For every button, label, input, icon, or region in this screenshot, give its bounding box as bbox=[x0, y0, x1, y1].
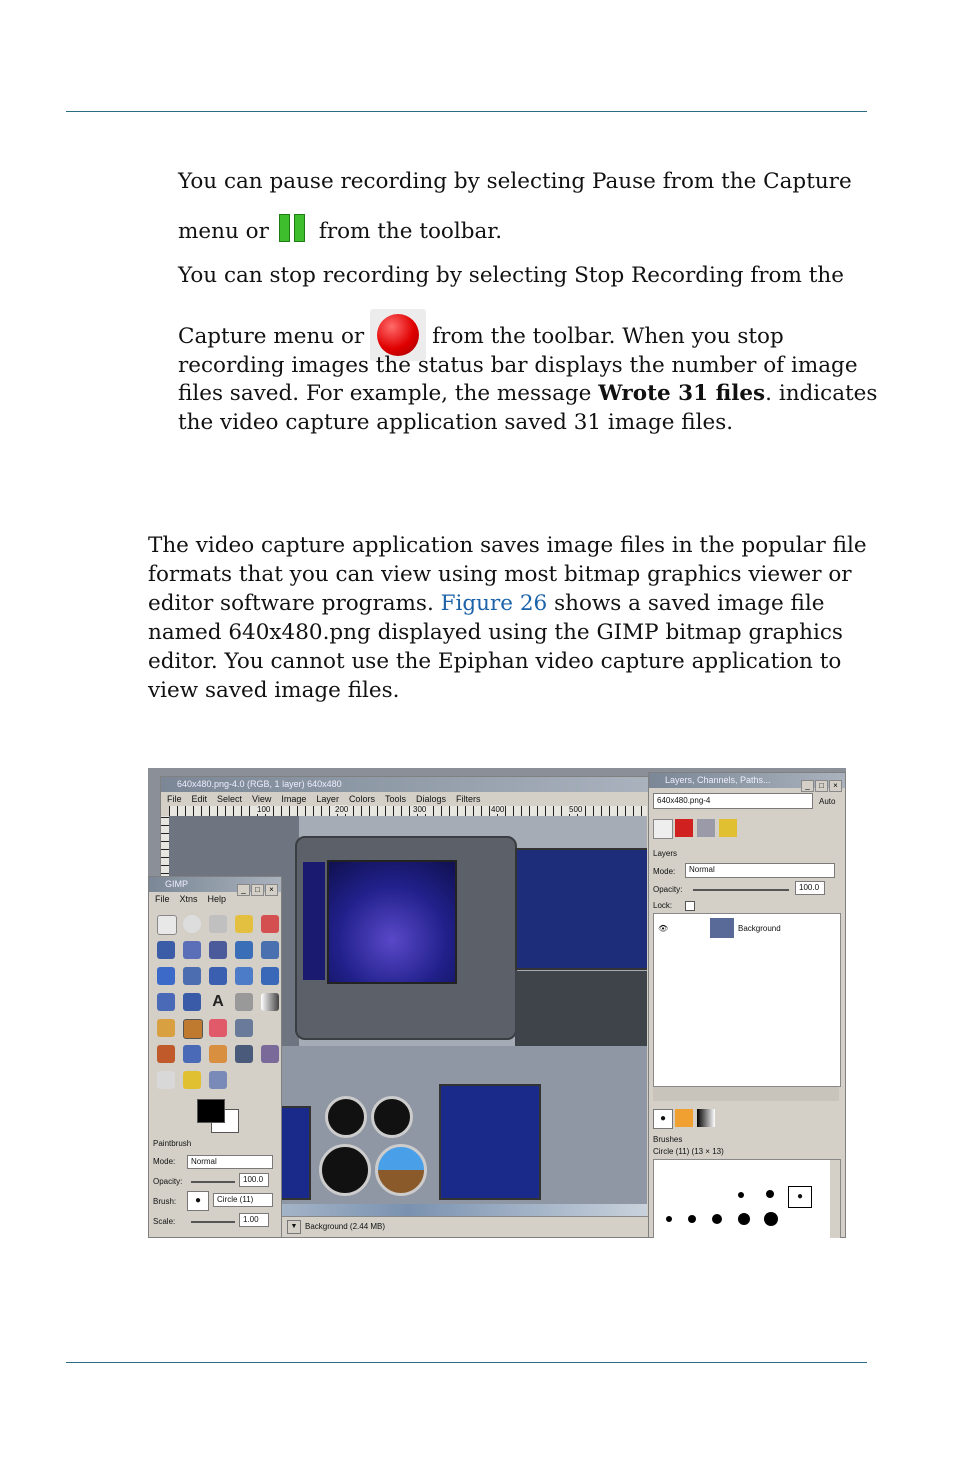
brush-dot-5[interactable] bbox=[764, 1212, 778, 1226]
bucket-fill-tool[interactable] bbox=[235, 993, 253, 1011]
layer-name: Background bbox=[738, 924, 781, 933]
rotate-tool[interactable] bbox=[209, 967, 227, 985]
ruler-mark-100: 100 bbox=[257, 805, 271, 814]
pause-paragraph-line1: You can pause recording by selecting Pause from the Capture bbox=[178, 169, 852, 194]
menu-edit[interactable]: Edit bbox=[191, 794, 208, 804]
eraser-tool[interactable] bbox=[209, 1019, 227, 1037]
layers-close-button[interactable]: × bbox=[829, 780, 842, 792]
tab-paths[interactable] bbox=[697, 819, 715, 837]
ruler-mark-200: 200 bbox=[335, 805, 349, 814]
wrote-files-message: Wrote 31 files bbox=[598, 381, 766, 406]
brush-color-swatches bbox=[653, 1109, 723, 1129]
menu-filters[interactable]: Filters bbox=[455, 794, 481, 804]
viewing-line3-post: shows a saved image file bbox=[547, 591, 825, 616]
ellipse-select-tool[interactable] bbox=[183, 915, 201, 933]
gauge-3 bbox=[319, 1144, 371, 1196]
gimp-screenshot-figure bbox=[148, 768, 846, 1238]
stop-line4-post: . indicates bbox=[765, 381, 878, 406]
opacity-slider[interactable] bbox=[191, 1181, 235, 1183]
swatch-orange[interactable] bbox=[675, 1109, 693, 1127]
opacity-label: Opacity: bbox=[153, 1177, 183, 1186]
text-tool[interactable]: A bbox=[212, 993, 224, 1010]
perspective-tool[interactable] bbox=[157, 993, 175, 1011]
viewing-paragraph-line4: named 640x480.png displayed using the GIMP bitmap graphics bbox=[148, 620, 843, 645]
opacity-field[interactable]: 100.0 bbox=[239, 1173, 269, 1187]
gauge-1 bbox=[325, 1096, 367, 1138]
viewing-paragraph-line1: The video capture application saves image files in the popular file bbox=[148, 533, 867, 558]
free-select-tool[interactable] bbox=[209, 915, 227, 933]
brush-dot-2[interactable] bbox=[688, 1215, 696, 1223]
eye-icon[interactable]: 👁 bbox=[658, 924, 669, 933]
viewing-paragraph-line6: view saved image files. bbox=[148, 678, 400, 703]
maximize-button[interactable]: □ bbox=[251, 884, 264, 896]
menu-view[interactable]: View bbox=[252, 794, 272, 804]
minimize-button[interactable]: _ bbox=[237, 884, 250, 896]
color-select-tool[interactable] bbox=[261, 915, 279, 933]
pause-line2-pre: menu or bbox=[178, 219, 269, 244]
brush-dot-4[interactable] bbox=[738, 1213, 750, 1225]
viewing-paragraph-line2: formats that you can view using most bitmap graphics viewer or bbox=[148, 562, 852, 587]
menu-select[interactable]: Select bbox=[217, 794, 243, 804]
clone-tool[interactable] bbox=[183, 1045, 201, 1063]
brush-label: Brush: bbox=[153, 1197, 177, 1206]
pause-icon bbox=[277, 214, 309, 242]
layer-buttons-bar bbox=[653, 1087, 839, 1101]
toolbox-window-buttons bbox=[236, 879, 278, 897]
stop-paragraph-line5: the video capture application saved 31 image files. bbox=[178, 410, 734, 435]
gps-screen bbox=[327, 860, 457, 984]
layers-label: Layers bbox=[653, 849, 678, 858]
paintbrush-tool[interactable] bbox=[183, 1019, 203, 1039]
image-select[interactable]: 640x480.png-4 bbox=[653, 793, 813, 809]
gps-left-strip bbox=[303, 862, 325, 980]
color-picker-tool[interactable] bbox=[209, 941, 227, 959]
stop-paragraph-line4 bbox=[178, 379, 877, 408]
tab-channels[interactable] bbox=[675, 819, 693, 837]
brush-dot-1[interactable] bbox=[666, 1216, 672, 1222]
stop-line2-pre: Capture menu or bbox=[178, 324, 365, 349]
layers-maximize-button[interactable]: □ bbox=[815, 780, 828, 792]
scale-label: Scale: bbox=[153, 1217, 176, 1226]
move-tool[interactable] bbox=[157, 967, 175, 985]
flip-tool[interactable] bbox=[183, 993, 201, 1011]
brushes-grid bbox=[653, 1159, 841, 1238]
path-select-tool[interactable] bbox=[183, 1071, 201, 1089]
toolbox-menu-file[interactable]: File bbox=[155, 894, 170, 904]
horizontal-ruler bbox=[169, 806, 647, 816]
figure-26-link[interactable]: Figure 26 bbox=[440, 591, 548, 616]
layer-opacity-slider[interactable] bbox=[693, 889, 789, 891]
menu-layer[interactable]: Layer bbox=[316, 794, 339, 804]
stop-line2-post: from the toolbar. When you stop bbox=[432, 324, 784, 349]
swatch-gradient[interactable] bbox=[697, 1109, 715, 1127]
layers-list bbox=[653, 913, 841, 1087]
image-window-titlebar: 640x480.png-4.0 (RGB, 1 layer) 640x480 bbox=[161, 777, 649, 792]
lock-checkbox[interactable] bbox=[685, 901, 695, 911]
ruler-mark-400: 400 bbox=[491, 805, 505, 814]
menu-file[interactable]: File bbox=[167, 794, 182, 804]
footer-rule bbox=[66, 1362, 867, 1363]
auto-button[interactable]: Auto bbox=[819, 797, 836, 806]
viewing-paragraph-line5: editor. You cannot use the Epiphan video capture application to bbox=[148, 649, 842, 674]
pencil-tool[interactable] bbox=[157, 1019, 175, 1037]
brushes-label: Brushes bbox=[653, 1135, 683, 1144]
brush-dot-3[interactable] bbox=[712, 1214, 722, 1224]
scissors-tool[interactable] bbox=[157, 941, 175, 959]
brush-dot-7[interactable] bbox=[766, 1190, 774, 1198]
stop-paragraph-line1: You can stop recording by selecting Stop Recording from the bbox=[178, 263, 844, 288]
pause-line2-post: from the toolbar. bbox=[318, 219, 503, 244]
layer-row-background[interactable] bbox=[654, 916, 838, 942]
menu-colors[interactable]: Colors bbox=[348, 794, 375, 804]
rect-select-tool[interactable] bbox=[157, 915, 177, 935]
scale-tool[interactable] bbox=[235, 967, 253, 985]
status-arrow-button[interactable]: ▼ bbox=[287, 1220, 301, 1234]
gps-unit bbox=[295, 836, 517, 1040]
lock-label: Lock: bbox=[653, 901, 673, 910]
ink-tool[interactable] bbox=[157, 1045, 175, 1063]
image-window-menubar bbox=[161, 792, 649, 806]
paths-tool[interactable] bbox=[183, 941, 201, 959]
tool-options-title: Paintbrush bbox=[153, 1139, 192, 1148]
ruler-mark-300: 300 bbox=[413, 805, 427, 814]
brush-info: Circle (11) (13 × 13) bbox=[653, 1147, 724, 1156]
layer-opacity-field[interactable]: 100.0 bbox=[795, 881, 825, 895]
image-status-text: Background (2.44 MB) bbox=[305, 1222, 386, 1231]
color-balance-tool[interactable] bbox=[209, 1071, 227, 1089]
layer-opacity-label: Opacity: bbox=[653, 885, 683, 894]
crop-tool[interactable] bbox=[183, 967, 201, 985]
viewing-line3-pre: editor software programs. bbox=[148, 591, 441, 616]
zoom-tool[interactable] bbox=[235, 941, 253, 959]
swatch-black[interactable]: ● bbox=[653, 1109, 673, 1129]
gauge-2 bbox=[371, 1096, 413, 1138]
viewing-paragraph-line3 bbox=[148, 589, 824, 618]
layer-thumbnail bbox=[710, 918, 734, 938]
heal-tool[interactable] bbox=[157, 1071, 175, 1089]
pfd-display bbox=[439, 1084, 541, 1200]
dialog-tabs bbox=[653, 817, 743, 839]
layers-window-buttons bbox=[800, 775, 842, 793]
close-button[interactable]: × bbox=[265, 884, 278, 896]
tool-options-panel bbox=[151, 1139, 279, 1237]
menu-dialogs[interactable]: Dialogs bbox=[415, 794, 446, 804]
toolbox-menu-help[interactable]: Help bbox=[207, 894, 227, 904]
tab-layers[interactable] bbox=[653, 819, 673, 839]
stop-paragraph-line3: recording images the status bar displays the number of image bbox=[178, 353, 858, 378]
mode-label: Mode: bbox=[153, 1157, 176, 1166]
tab-undo[interactable] bbox=[719, 819, 737, 837]
shear-tool[interactable] bbox=[261, 967, 279, 985]
menu-image[interactable]: Image bbox=[281, 794, 307, 804]
smudge-tool[interactable] bbox=[235, 1045, 253, 1063]
dodge-burn-tool[interactable] bbox=[261, 1045, 279, 1063]
brush-selected[interactable]: ● bbox=[788, 1186, 812, 1208]
attitude-indicator bbox=[375, 1144, 427, 1196]
brushes-scrollbar[interactable] bbox=[830, 1160, 840, 1238]
brush-preview[interactable]: ● bbox=[187, 1191, 209, 1211]
menu-tools[interactable]: Tools bbox=[384, 794, 406, 804]
engine-display bbox=[515, 848, 647, 970]
scale-field[interactable]: 1.00 bbox=[239, 1213, 269, 1227]
foreground-color-swatch[interactable] bbox=[197, 1099, 225, 1123]
stop-line4-pre: files saved. For example, the message bbox=[178, 381, 599, 406]
layers-dialog bbox=[648, 772, 846, 1238]
airbrush-tool[interactable] bbox=[235, 1019, 253, 1037]
layer-mode-select[interactable]: Normal bbox=[685, 863, 835, 878]
layers-minimize-button[interactable]: _ bbox=[801, 780, 814, 792]
convolve-tool[interactable] bbox=[209, 1045, 227, 1063]
mode-select[interactable]: Normal bbox=[187, 1155, 273, 1169]
ruler-mark-500: 500 bbox=[569, 805, 583, 814]
brush-dot-6[interactable] bbox=[738, 1192, 744, 1198]
fuzzy-select-tool[interactable] bbox=[235, 915, 253, 933]
layers-dialog-titlebar: Layers, Channels, Paths... bbox=[649, 773, 845, 788]
measure-tool[interactable] bbox=[261, 941, 279, 959]
brush-name-field: Circle (11) bbox=[213, 1193, 273, 1207]
tool-grid bbox=[155, 913, 277, 1093]
blend-tool[interactable] bbox=[261, 993, 279, 1011]
toolbox-window bbox=[148, 876, 282, 1238]
header-rule bbox=[66, 111, 867, 112]
toolbox-titlebar: GIMP bbox=[149, 877, 281, 892]
pause-paragraph-line2 bbox=[178, 214, 502, 246]
layer-mode-label: Mode: bbox=[653, 867, 676, 876]
toolbox-menu-xtns[interactable]: Xtns bbox=[179, 894, 198, 904]
scale-slider[interactable] bbox=[191, 1221, 235, 1223]
